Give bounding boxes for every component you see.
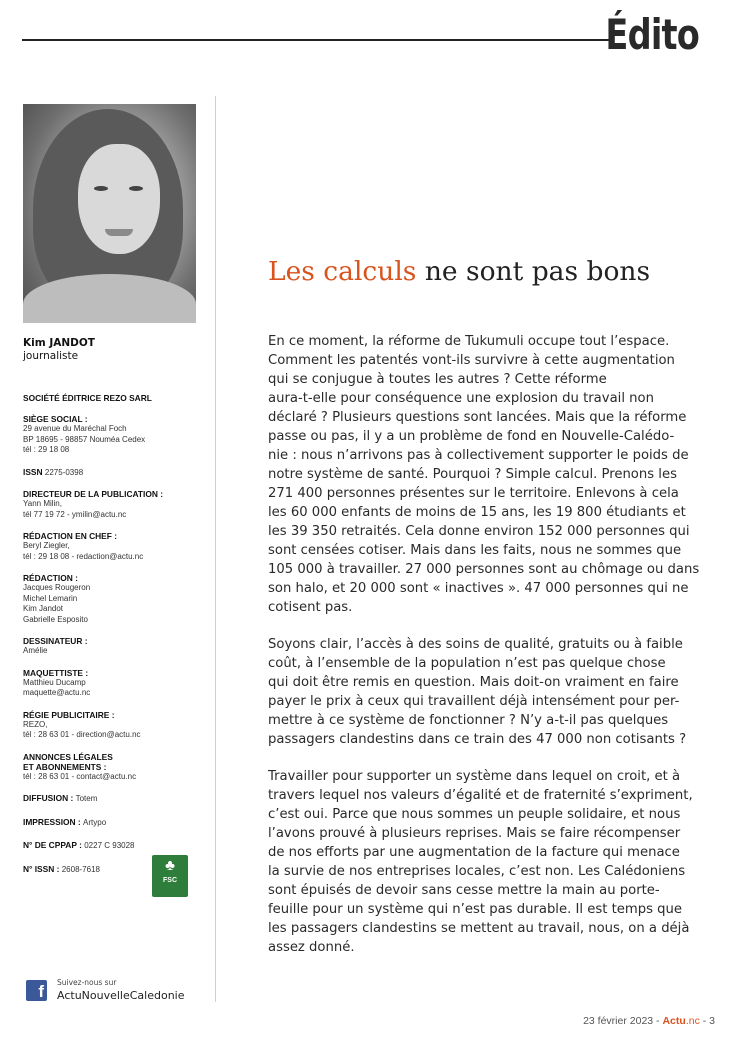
article-headline xyxy=(268,255,650,289)
distribution-value: Totem xyxy=(75,794,98,803)
printing-label: IMPRESSION : xyxy=(23,816,81,827)
footer-date: 23 février 2023 xyxy=(583,1015,654,1027)
legal-title: ET ABONNEMENTS : xyxy=(23,761,107,772)
section-title: Édito xyxy=(605,10,699,59)
social-cta: Suivez-nous sur xyxy=(57,978,117,987)
distribution-label: DIFFUSION : xyxy=(23,793,74,803)
masthead xyxy=(23,393,208,875)
ads-title: RÉGIE PUBLICITAIRE : xyxy=(23,709,115,720)
cppap-value: 0227 C 93028 xyxy=(84,841,135,850)
chief-title: RÉDACTION EN CHEF : xyxy=(23,531,117,541)
publisher: SOCIÉTÉ ÉDITRICE REZO SARL xyxy=(23,393,152,403)
issn-value: 2275-0398 xyxy=(44,467,84,477)
seat-line: BP 18695 - 98857 Nouméa Cedex xyxy=(23,434,146,444)
staff-line: Michel Lemarin xyxy=(23,593,78,603)
printing-row xyxy=(23,817,208,829)
seat-line: 29 avenue du Maréchal Foch xyxy=(23,424,127,433)
footer-brand-suffix: .nc xyxy=(685,1015,700,1027)
layout-line: maquette@actu.nc xyxy=(23,688,91,697)
footer-sep: - xyxy=(653,1015,663,1027)
ads-line: tél : 28 63 01 - direction@actu.nc xyxy=(23,730,141,739)
article-body xyxy=(268,332,700,975)
social-handle[interactable]: ActuNouvelleCaledonie xyxy=(57,989,185,1002)
layout-title: MAQUETTISTE : xyxy=(23,667,89,678)
tree-icon: ♣ xyxy=(165,857,175,874)
drawer-line: Amélie xyxy=(23,646,48,655)
fsc-label: FSC xyxy=(163,877,177,884)
printing-value: Artypo xyxy=(83,817,107,827)
article-paragraph: Travailler pour supporter un système dans lequel on croit, et à travers lequel nos valeurs d’égalité et de fraternité s’expriment, c’est oui. Parce que nous sommes un peuple solidaire, et nous l’avons prouvé à plusieurs reprises. Mais se faire récompenser de nos efforts par une augmentation de la facture qui menace la survie de nos entreprises locales, c’est non. Les Calédoniens sont épuisés de devoir sans cesse mettre la main au porte- feuille pour un système qui n’est pas durable. Il est temps que les passagers clandestins se mettent au travail, nous, on a déjà assez donné. xyxy=(268,769,693,955)
director-line: tél 77 19 72 - ymilin@actu.nc xyxy=(23,509,127,519)
issn-label: ISSN xyxy=(23,466,43,477)
staff-line: Jacques Rougeron xyxy=(23,583,91,592)
legal-line: tél : 28 63 01 - contact@actu.nc xyxy=(23,771,137,781)
issn2-value: 2608-7618 xyxy=(61,864,100,874)
author-name: Kim JANDOT xyxy=(23,337,95,349)
layout-line: Matthieu Ducamp xyxy=(23,677,86,687)
headline-rest: ne sont pas bons xyxy=(416,256,651,287)
column-divider xyxy=(215,96,216,1002)
staff-line: Kim Jandot xyxy=(23,604,64,613)
chief-line: Beryl Ziegler, xyxy=(23,541,70,550)
ads-line: REZO, xyxy=(23,719,48,729)
article-paragraph: En ce moment, la réforme de Tukumuli occupe tout l’espace. Comment les patentés vont-ils survivre à cette augmentation qui se conjugue à toutes les autres ? Cette réforme aura-t-elle pour conséquence une explosion du travail non déclaré ? Plusieurs questions sont lancées. Mais que la réforme passe ou pas, il y a un problème de fond en Nouvelle-Calédo- nie : nous n’arrivons pas à collectivement supporter le poids de notre système de santé. Pourquoi ? Simple calcul. Prenons les 271 400 personnes présentes sur le territoire. Enlevons à cela les 60 000 enfants de moins de 15 ans, les 19 800 étudiants et les 39 350 retraités. Cela donne environ 152 000 personnes qui sont censées cotiser. Mais dans les faits, nous ne sommes que 105 000 à travailler. 27 000 personnes sont au chômage ou dans son halo, et 20 000 sont « inactives ». 47 000 personnes qui ne cotisent pas. xyxy=(268,334,700,615)
header-rule xyxy=(22,39,610,41)
staff-title: RÉDACTION : xyxy=(23,573,78,583)
page-number: - 3 xyxy=(699,1015,715,1027)
author-photo xyxy=(23,104,196,323)
facebook-icon[interactable]: f xyxy=(26,980,47,1001)
fsc-logo xyxy=(152,855,188,897)
headline-accent: Les calculs xyxy=(268,256,417,287)
article-paragraph: Soyons clair, l’accès à des soins de qualité, gratuits ou à faible coût, à l’ensemble de la population n’est pas quelque chose qui doit être remis en question. Mais doit-on vraiment en faire payer le prix à ceux qui travaillent déjà intensément pour per- mettre à ce système de fonctionner ? N’y a-t-il pas quelques passagers clandestins dans ce train des 47 000 non cotisants ? xyxy=(268,637,687,747)
director-title: DIRECTEUR DE LA PUBLICATION : xyxy=(23,489,164,499)
author-role: journaliste xyxy=(23,350,79,362)
drawer-title: DESSINATEUR : xyxy=(23,636,88,646)
page-footer xyxy=(583,1015,715,1027)
cppap-row xyxy=(23,840,208,852)
cppap-label: N° DE CPPAP : xyxy=(23,840,82,850)
footer-brand: Actu xyxy=(662,1015,686,1027)
seat-title: SIÈGE SOCIAL : xyxy=(23,414,88,424)
chief-line: tél : 29 18 08 - redaction@actu.nc xyxy=(23,551,144,561)
staff-line: Gabrielle Esposito xyxy=(23,614,88,624)
seat-line: tél : 29 18 08 xyxy=(23,445,70,454)
legal-title: ANNONCES LÉGALES xyxy=(23,751,113,762)
issn-row xyxy=(23,467,208,479)
director-line: Yann Milin, xyxy=(23,499,62,508)
issn2-label: N° ISSN : xyxy=(23,863,60,874)
distribution-row xyxy=(23,793,208,805)
